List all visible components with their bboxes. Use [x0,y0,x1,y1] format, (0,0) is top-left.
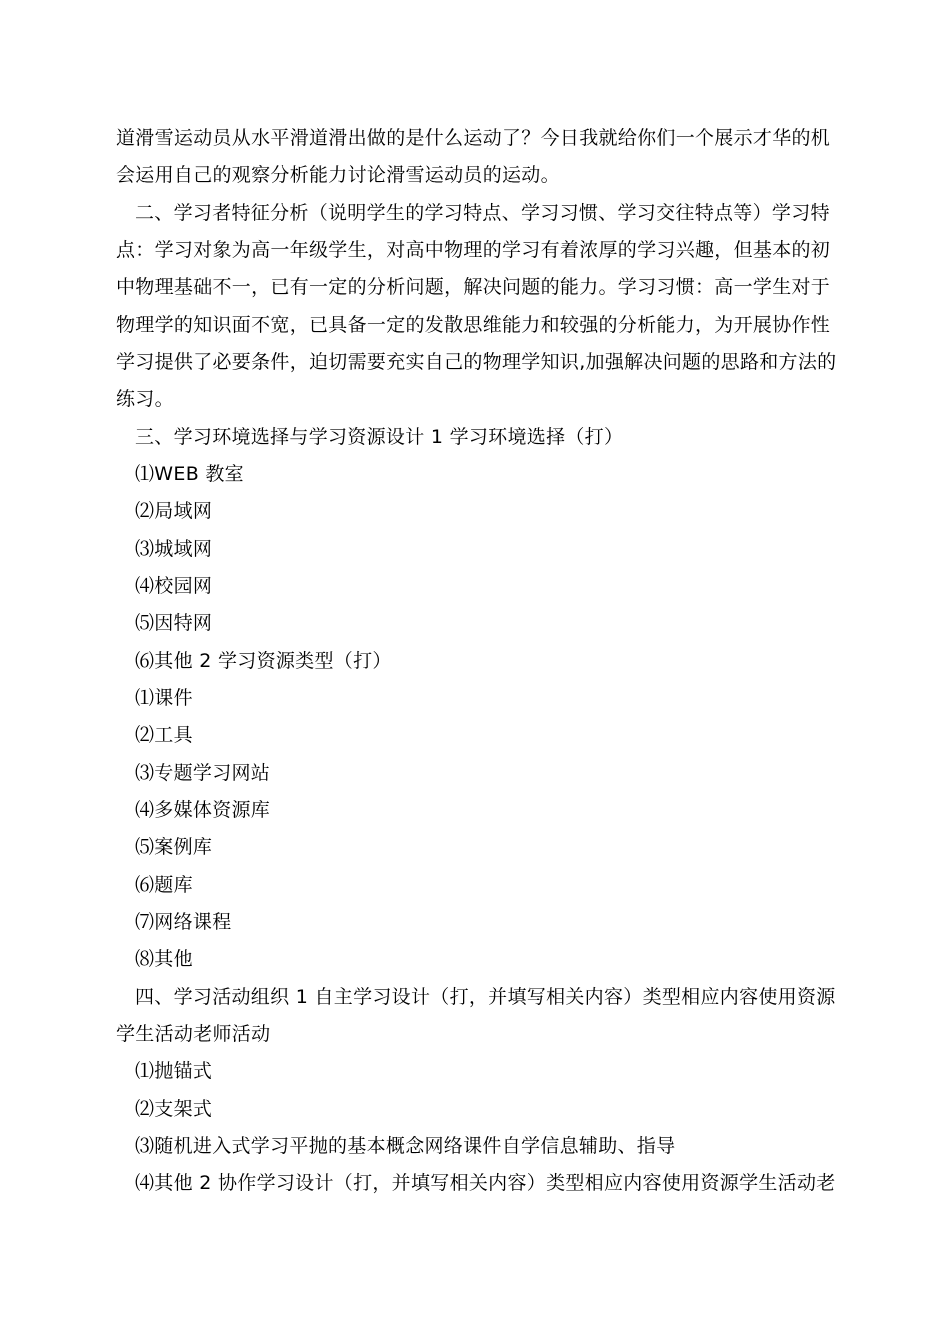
list-item: ⑻其他 [135,948,193,970]
list-item: ⑷其他 2 协作学习设计（打，并填写相关内容）类型相应内容使用资源学生活动老 [135,1172,836,1194]
paragraph-line: 道滑雪运动员从水平滑道滑出做的是什么运动了？今日我就给你们一个展示才华的机 [116,127,831,149]
list-item: ⑷校园网 [135,575,213,597]
paragraph-line: 学习提供了必要条件，迫切需要充实自己的物理学知识,加强解决问题的思路和方法的 [116,351,836,373]
paragraph-line: 练习。 [116,388,174,410]
list-item: ⑸因特网 [135,612,213,634]
list-item: ⑴抛锚式 [135,1060,213,1082]
paragraph-line: 会运用自己的观察分析能力讨论滑雪运动员的运动。 [116,164,560,186]
section-heading-3: 三、学习环境选择与学习资源设计 1 学习环境选择（打） [135,426,624,448]
paragraph-line: 物理学的知识面不宽，已具备一定的发散思维能力和较强的分析能力，为开展协作性 [116,314,831,336]
list-item: ⑴WEB 教室 [135,463,244,485]
paragraph-line: 中物理基础不一，已有一定的分析问题，解决问题的能力。学习习惯：高一学生对于 [116,276,831,298]
list-item: ⑵支架式 [135,1098,213,1120]
paragraph-line: 学生活动老师活动 [116,1023,271,1045]
list-item: ⑴课件 [135,687,193,709]
list-item: ⑶城域网 [135,538,213,560]
list-item: ⑹其他 2 学习资源类型（打） [135,650,392,672]
section-heading-4: 四、学习活动组织 1 自主学习设计（打，并填写相关内容）类型相应内容使用资源 [135,986,836,1008]
list-item: ⑹题库 [135,874,193,896]
list-item: ⑶专题学习网站 [135,762,271,784]
list-item: ⑵工具 [135,724,193,746]
section-heading-2: 二、学习者特征分析（说明学生的学习特点、学习习惯、学习交往特点等）学习特 [135,202,830,224]
paragraph-line: 点：学习对象为高一年级学生，对高中物理的学习有着浓厚的学习兴趣，但基本的初 [116,239,831,261]
list-item: ⑶随机进入式学习平抛的基本概念网络课件自学信息辅助、指导 [135,1135,676,1157]
list-item: ⑺网络课程 [135,911,232,933]
list-item: ⑵局域网 [135,500,213,522]
list-item: ⑷多媒体资源库 [135,799,271,821]
list-item: ⑸案例库 [135,836,213,858]
